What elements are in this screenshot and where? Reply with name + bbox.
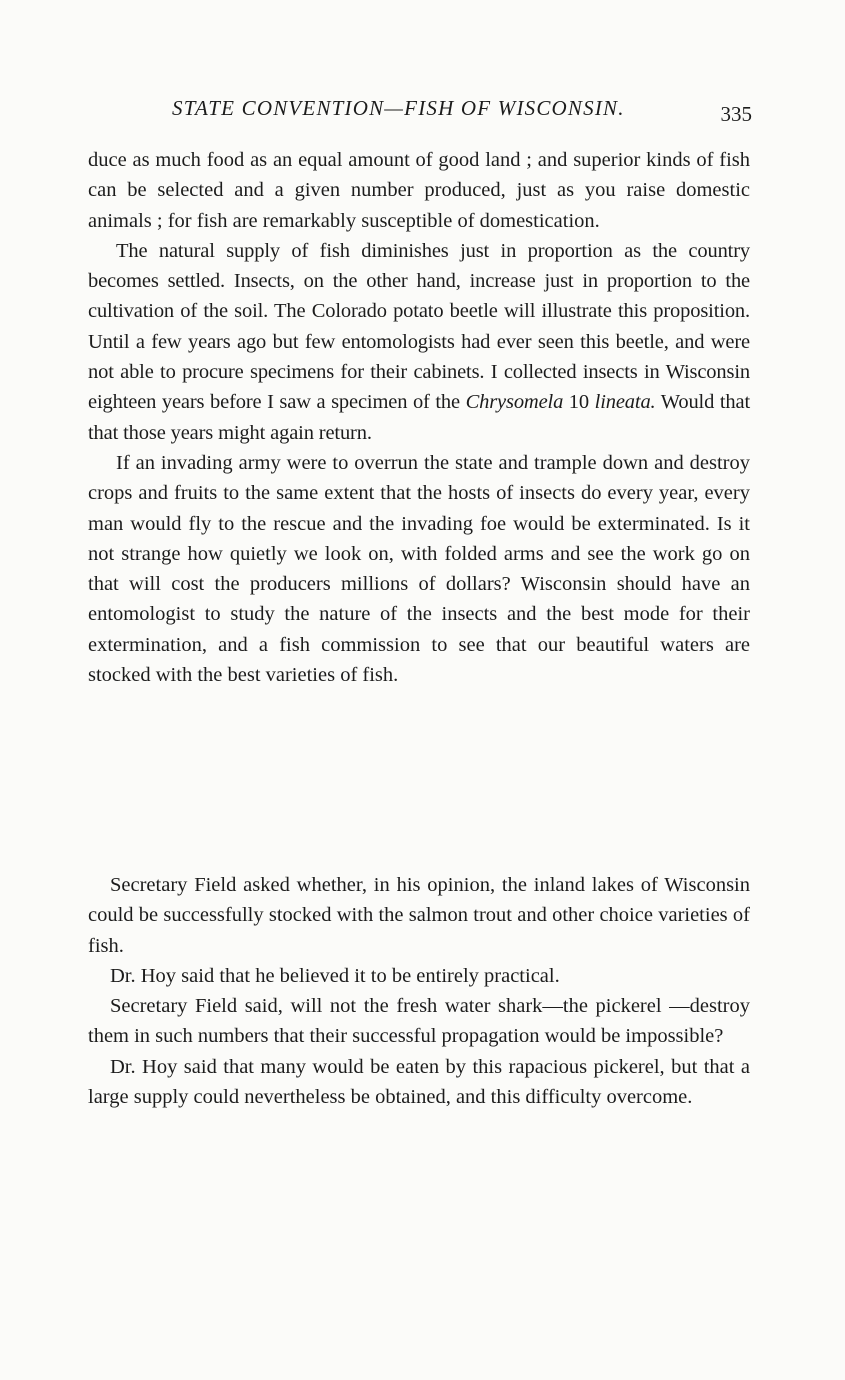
page-number: 335: [720, 102, 752, 126]
discussion-text: [88, 870, 750, 1112]
italic-genus-name: Chrysomela: [465, 391, 564, 414]
paragraph-invading-army: If an invading army were to overrun the state and trample down and destroy crops and fruits to the same extent that the hosts of insects do every year, every man would fly to the rescue and the invading foe would be exterminated. Is it not strange how quietly we look on, with folded arms and see the work go on that will cost the producers millions of dollars? Wisconsin should have an entomologist to study the nature of the insects and the best mode for their extermination, and a fish commission to see that our beautiful waters are stocked with the best varieties of fish.: [88, 451, 750, 687]
main-text: [88, 145, 750, 690]
paragraph-text: Would that that those years might again return.: [88, 391, 750, 444]
paragraph-continuation: duce as much food as an equal amount of good land ; and superior kinds of fish can be selected and a given number produced, just as you raise domestic animals ; for fish are remarkably susceptible of domestication.: [88, 149, 750, 232]
species-number: 10: [563, 391, 595, 414]
paragraph-field-pickerel: Secretary Field said, will not the fresh water shark—the pickerel —destroy them in such numbers that their successful propagation would be impossible?: [88, 995, 750, 1048]
running-title: STATE CONVENTION—FISH OF WISCONSIN.: [172, 96, 625, 120]
italic-species-name: lineata.: [594, 391, 656, 414]
page-header: [88, 96, 752, 130]
paragraph-natural-supply: [88, 236, 750, 448]
paragraph-field-question: Secretary Field asked whether, in his opinion, the inland lakes of Wisconsin could be successfully stocked with the salmon trout and other choice varieties of fish.: [88, 874, 750, 957]
paragraph-hoy-reply: Dr. Hoy said that he believed it to be entirely practical.: [110, 964, 560, 987]
paragraph-text: The natural supply of fish diminishes just in proportion as the country becomes settled. Insects, on the other hand, increase just in proportion to the cultivation of the soil. The Colorado potato beetle will illustrate this proposition. Until a few years ago but few entomologists had ever seen this beetle, and were not able to procure specimens for their cabinets. I collected insects in Wisconsin eighteen years before I saw a specimen of the: [88, 239, 750, 414]
paragraph-hoy-answer: Dr. Hoy said that many would be eaten by this rapacious pickerel, but that a large supply could nevertheless be obtained, and this difficulty overcome.: [88, 1055, 750, 1109]
